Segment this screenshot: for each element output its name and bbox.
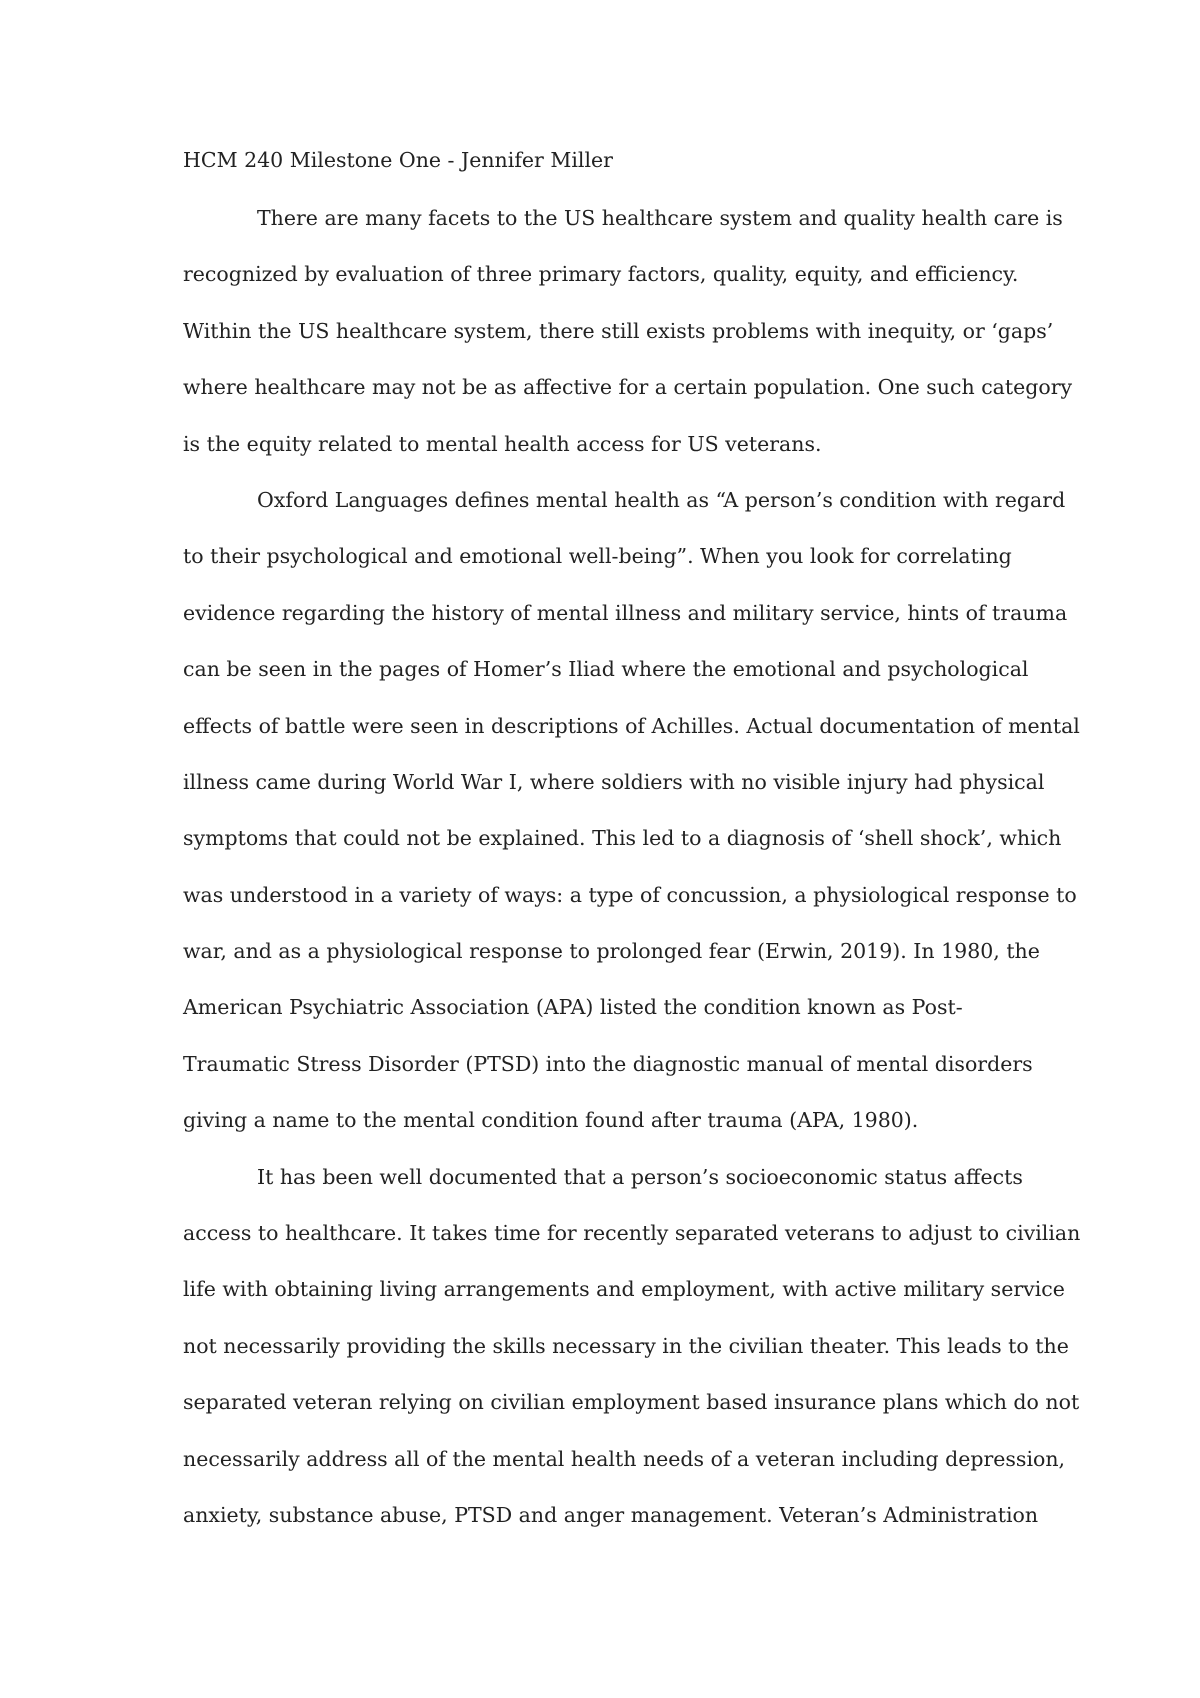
text-line: Within the US healthcare system, there still exists problems with inequity, or ‘gaps’ [183,318,1054,343]
text-line: recognized by evaluation of three primary factors, quality, equity, and efficiency. [183,262,1019,287]
text-line: effects of battle were seen in descriptions of Achilles. Actual documentation of mental [183,713,1080,738]
paragraph-1 [183,203,1073,485]
paragraph-2 [183,485,1080,1162]
text-line: to their psychological and emotional well-being”. When you look for correlating [183,544,1012,569]
text-line: giving a name to the mental condition found after trauma (APA, 1980). [183,1108,919,1133]
document-body [183,145,1081,1527]
paragraph-3 [183,1162,1081,1557]
text-line: where healthcare may not be as affective for a certain population. One such category [183,375,1073,400]
text-line: Traumatic Stress Disorder (PTSD) into the diagnostic manual of mental disorders [183,1051,1033,1076]
text-line: illness came during World War I, where soldiers with no visible injury had physical [183,769,1045,794]
text-line: life with obtaining living arrangements and employment, with active military service [183,1277,1065,1302]
text-line: It has been well documented that a person’s socioeconomic status affects [257,1164,1023,1189]
text-line: not necessarily providing the skills necessary in the civilian theater. This leads to the [183,1333,1069,1358]
text-line: symptoms that could not be explained. This led to a diagnosis of ‘shell shock’, which [183,826,1062,851]
text-line: necessarily address all of the mental health needs of a veteran including depression, [183,1446,1066,1471]
text-line: separated veteran relying on civilian employment based insurance plans which do not [183,1390,1080,1415]
text-line: There are many facets to the US healthcare system and quality health care is [257,206,1063,230]
text-line: evidence regarding the history of mental illness and military service, hints of trauma [183,600,1068,625]
text-line: Oxford Languages defines mental health as “A person’s condition with regard [257,487,1066,512]
text-line: access to healthcare. It takes time for recently separated veterans to adjust to civilian [183,1221,1081,1246]
text-line: can be seen in the pages of Homer’s Iliad where the emotional and psychological [183,657,1029,682]
text-line: is the equity related to mental health access for US veterans. [183,431,822,456]
document-title: HCM 240 Milestone One - Jennifer Miller [183,148,613,172]
text-line: war, and as a physiological response to prolonged fear (Erwin, 2019). In 1980, the [183,939,1040,964]
text-line: American Psychiatric Association (APA) listed the condition known as Post- [183,995,963,1020]
text-line: was understood in a variety of ways: a type of concussion, a physiological response to [183,882,1077,907]
text-line: anxiety, substance abuse, PTSD and anger management. Veteran’s Administration [183,1502,1039,1527]
paragraphs [183,203,1081,1556]
